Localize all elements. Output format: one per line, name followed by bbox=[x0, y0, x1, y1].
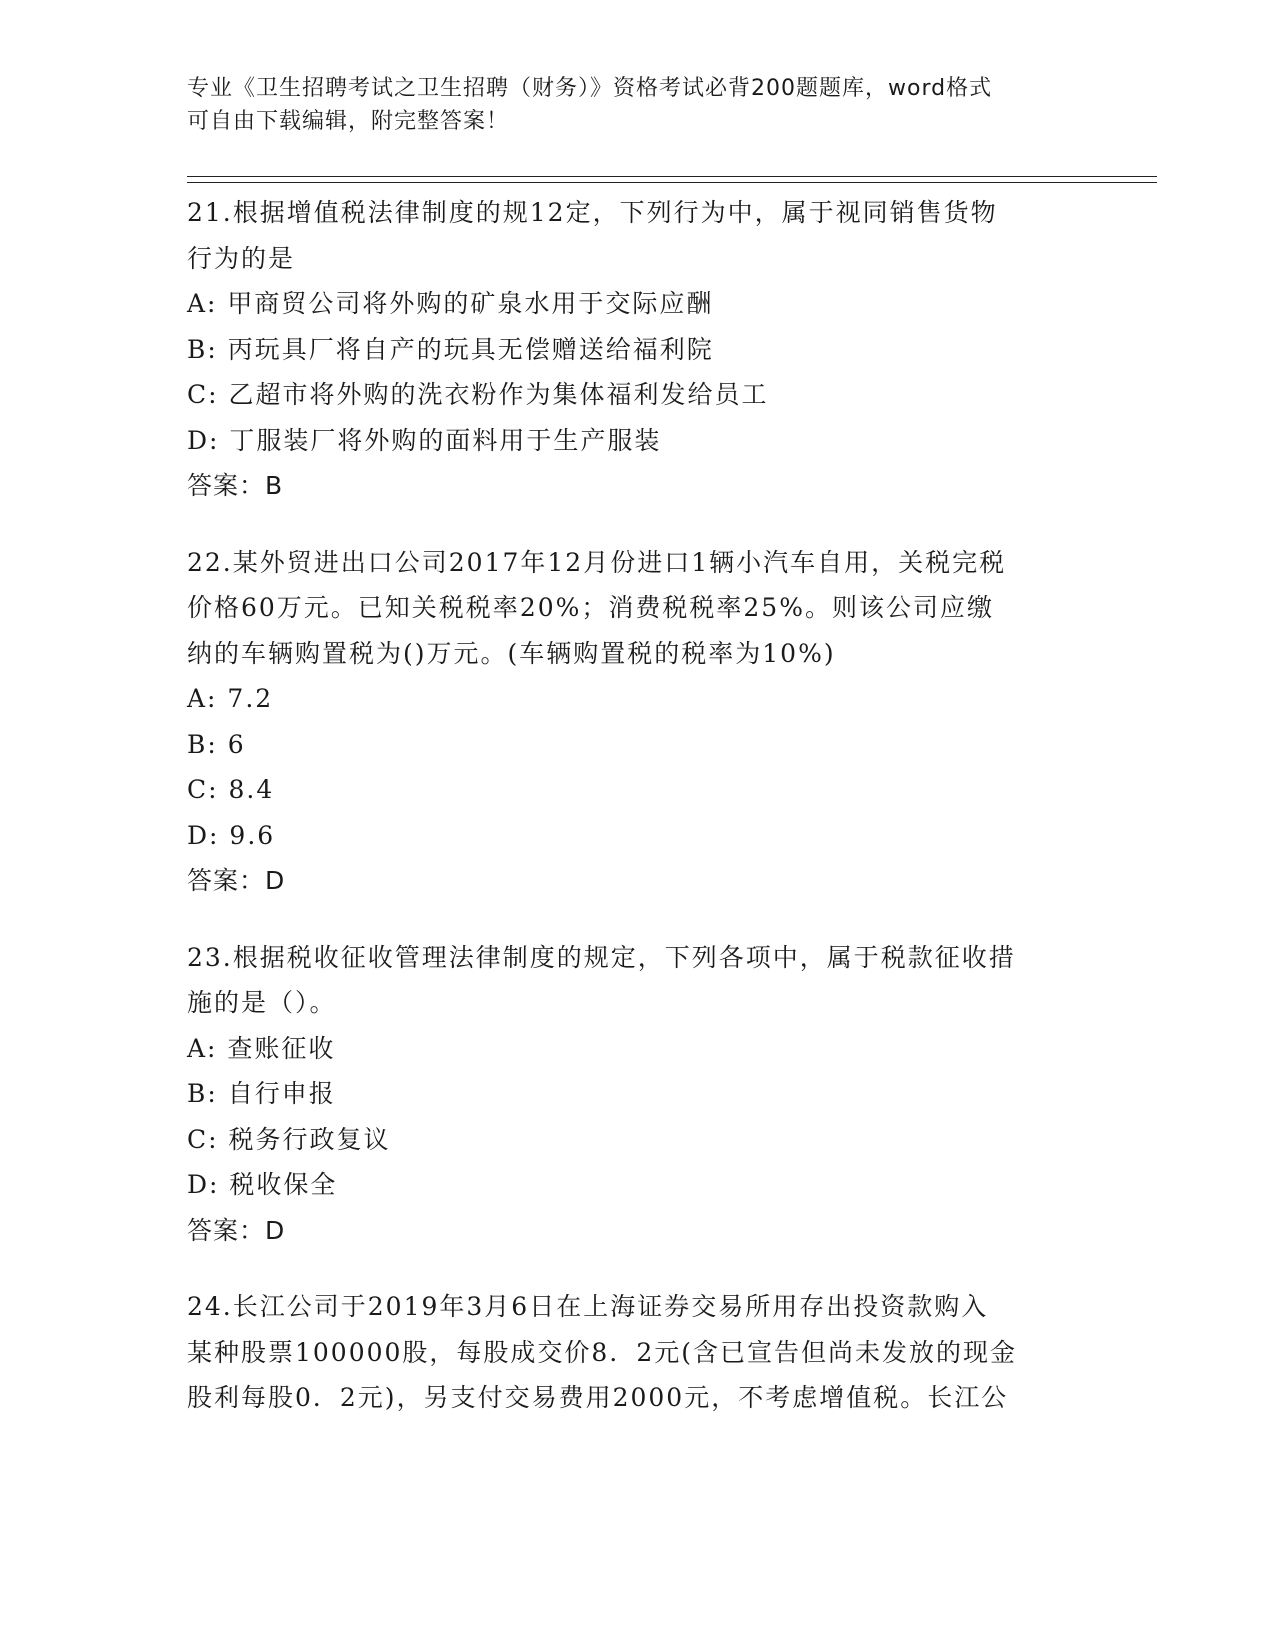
question-list bbox=[187, 190, 1087, 1452]
option-a: A: 甲商贸公司将外购的矿泉水用于交际应酬 bbox=[187, 289, 714, 318]
option-b: B: 丙玩具厂将自产的玩具无偿赠送给福利院 bbox=[187, 334, 714, 364]
option-c: C: 税务行政复议 bbox=[187, 1124, 391, 1154]
question-stem-line: 22.某外贸进出口公司2017年12月份进口1辆小汽车自用，关税完税 bbox=[187, 547, 1007, 577]
question-stem-line: 行为的是 bbox=[187, 243, 296, 273]
question-21 bbox=[187, 190, 1087, 509]
option-a: A: 查账征收 bbox=[187, 1033, 336, 1063]
option-d: D: 税收保全 bbox=[187, 1170, 338, 1199]
header-line-2: 可自由下载编辑，附完整答案！ bbox=[187, 109, 510, 134]
question-23 bbox=[187, 935, 1087, 1254]
question-stem-line: 23.根据税收征收管理法律制度的规定，下列各项中，属于税款征收措 bbox=[187, 942, 1016, 972]
header-divider-bottom bbox=[187, 182, 1157, 183]
question-24 bbox=[187, 1284, 1087, 1421]
question-stem-line: 施的是（）。 bbox=[187, 988, 337, 1017]
question-stem-line: 某种股票100000股，每股成交价8．2元(含已宣告但尚未发放的现金 bbox=[187, 1337, 1018, 1367]
question-stem-line: 纳的车辆购置税为()万元。(车辆购置税的税率为10%) bbox=[187, 638, 836, 668]
answer-line: 答案：D bbox=[187, 866, 286, 895]
question-22 bbox=[187, 540, 1087, 904]
question-stem-line: 24.长江公司于2019年3月6日在上海证券交易所用存出投资款购入 bbox=[187, 1292, 989, 1321]
header-line-1: 专业《卫生招聘考试之卫生招聘（财务）》资格考试必背200题题库，word格式 bbox=[187, 76, 993, 101]
question-stem-line: 价格60万元。已知关税税率20%；消费税税率25%。则该公司应缴 bbox=[187, 593, 994, 622]
document-header bbox=[187, 72, 1087, 138]
option-a: A: 7.2 bbox=[187, 684, 274, 713]
question-stem-line: 21.根据增值税法律制度的规12定，下列行为中，属于视同销售货物 bbox=[187, 198, 998, 227]
option-b: B: 自行申报 bbox=[187, 1079, 336, 1108]
header-divider-top bbox=[187, 176, 1157, 177]
option-d: D: 丁服装厂将外购的面料用于生产服装 bbox=[187, 425, 662, 455]
question-stem-line: 股利每股0．2元)，另支付交易费用2000元，不考虑增值税。长江公 bbox=[187, 1383, 1009, 1412]
option-b: B: 6 bbox=[187, 729, 246, 759]
option-c: C: 8.4 bbox=[187, 775, 275, 804]
option-c: C: 乙超市将外购的洗衣粉作为集体福利发给员工 bbox=[187, 380, 769, 409]
answer-line: 答案：D bbox=[187, 1215, 286, 1245]
option-d: D: 9.6 bbox=[187, 820, 276, 850]
answer-line: 答案：B bbox=[187, 471, 284, 500]
